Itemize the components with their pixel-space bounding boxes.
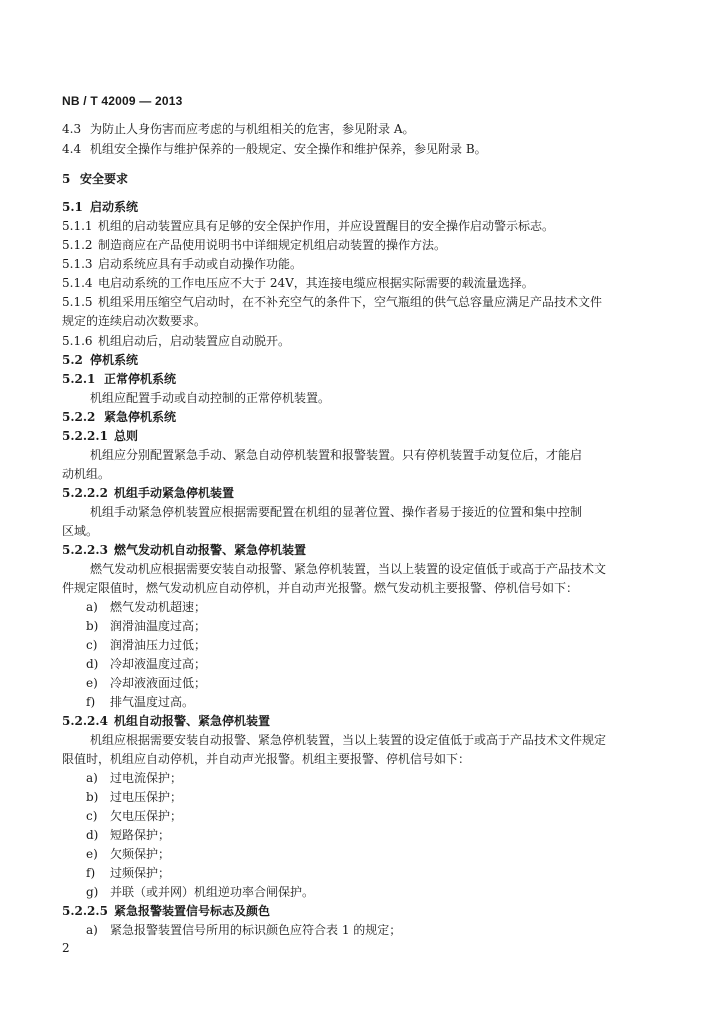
- list-item: b) 过电压保护；: [86, 790, 183, 804]
- clause-line: 5.1.6 机组启动后，启动装置应自动脱开。: [62, 334, 291, 348]
- section-heading: 5.2.2.5 紧急报警装置信号标志及颜色: [62, 904, 271, 918]
- list-item: f) 过频保护；: [86, 866, 171, 880]
- page-number: 2: [62, 941, 70, 955]
- list-item: d) 短路保护；: [86, 828, 171, 842]
- list-item: a) 过电流保护；: [86, 771, 183, 785]
- clause-line: 机组应根据需要安装自动报警、紧急停机装置，当以上装置的设定值低于或高于产品技术文件规定: [90, 733, 607, 747]
- clause-line: 4.4 机组安全操作与维护保养的一般规定、安全操作和维护保养，参见附录 B。: [62, 142, 487, 156]
- list-item: a) 燃气发动机超速；: [86, 600, 207, 614]
- clause-line: 5.1.3 启动系统应具有手动或自动操作功能。: [62, 257, 303, 271]
- list-item: a) 紧急报警装置信号所用的标识颜色应符合表 1 的规定；: [86, 923, 402, 937]
- list-item: c) 欠电压保护；: [86, 809, 183, 823]
- clause-line: 机组应分别配置紧急手动、紧急自动停机装置和报警装置。只有停机装置手动复位后，才能启: [90, 448, 583, 462]
- section-heading: 5.2 停机系统: [62, 353, 139, 367]
- section-heading: 5.2.2.4 机组自动报警、紧急停机装置: [62, 714, 271, 728]
- list-item: c) 润滑油压力过低；: [86, 638, 207, 652]
- clause-line: 规定的连续启动次数要求。: [62, 314, 207, 328]
- list-item: f) 排气温度过高。: [86, 695, 195, 709]
- section-heading: 5 安全要求: [62, 172, 129, 186]
- standard-code-header: NB / T 42009 — 2013: [62, 94, 183, 108]
- section-heading: 5.2.2 紧急停机系统: [62, 410, 177, 424]
- section-heading: 5.2.2.3 燃气发动机自动报警、紧急停机装置: [62, 543, 307, 557]
- clause-line: 机组手动紧急停机装置应根据需要配置在机组的显著位置、操作者易于接近的位置和集中控制: [90, 505, 583, 519]
- clause-line: 机组应配置手动或自动控制的正常停机装置。: [90, 391, 331, 405]
- list-item: b) 润滑油温度过高；: [86, 619, 207, 633]
- section-heading: 5.1 启动系统: [62, 200, 139, 214]
- clause-line: 区域。: [62, 524, 99, 538]
- clause-line: 5.1.4 电启动系统的工作电压应不大于 24V，其连接电缆应根据实际需要的载流量选择。: [62, 276, 534, 290]
- list-item: d) 冷却液温度过高；: [86, 657, 207, 671]
- clause-line: 5.1.2 制造商应在产品使用说明书中详细规定机组启动装置的操作方法。: [62, 238, 447, 252]
- clause-line: 件规定限值时，燃气发动机应自动停机，并自动声光报警。燃气发动机主要报警、停机信号如下：: [62, 581, 579, 595]
- list-item: g) 并联（或并网）机组逆功率合闸保护。: [86, 885, 315, 899]
- list-item: e) 欠频保护；: [86, 847, 171, 861]
- clause-line: 动机组。: [62, 467, 111, 481]
- list-item: e) 冷却液液面过低；: [86, 676, 207, 690]
- clause-line: 限值时，机组应自动停机，并自动声光报警。机组主要报警、停机信号如下：: [62, 752, 471, 766]
- clause-line: 5.1.1 机组的启动装置应具有足够的安全保护作用，并应设置醒目的安全操作启动警示标志。: [62, 219, 555, 233]
- section-heading: 5.2.2.1 总则: [62, 429, 139, 443]
- clause-line: 燃气发动机应根据需要安装自动报警、紧急停机装置，当以上装置的设定值低于或高于产品技术文: [90, 562, 607, 576]
- section-heading: 5.2.1 正常停机系统: [62, 372, 177, 386]
- clause-line: 4.3 为防止人身伤害而应考虑的与机组相关的危害，参见附录 A。: [62, 122, 415, 136]
- clause-line: 5.1.5 机组采用压缩空气启动时，在不补充空气的条件下，空气瓶组的供气总容量应满足产品技术文件: [62, 295, 603, 309]
- section-heading: 5.2.2.2 机组手动紧急停机装置: [62, 486, 235, 500]
